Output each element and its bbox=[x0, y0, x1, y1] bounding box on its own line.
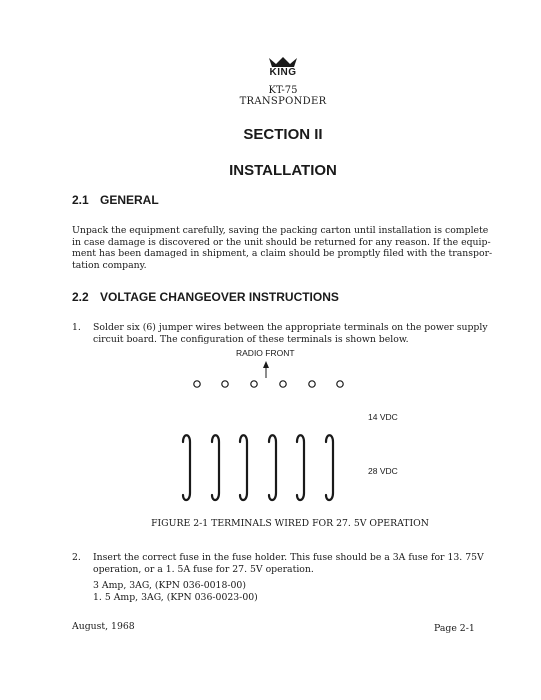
step-2-number: 2. bbox=[72, 552, 81, 563]
terminal-diagram-svg bbox=[150, 355, 400, 515]
text-line: Solder six (6) jumper wires between the appropriate terminals on the power supply bbox=[93, 322, 488, 333]
text-line: circuit board. The configuration of these terminals is shown below. bbox=[93, 333, 409, 345]
terminal-circle bbox=[222, 381, 228, 387]
page-number: Page 2-1 bbox=[434, 623, 475, 634]
text-line: operation, or a 1. 5A fuse for 27. 5V operation. bbox=[93, 563, 314, 575]
heading-number: 2.1 bbox=[72, 193, 89, 207]
jumper-wire bbox=[269, 435, 276, 500]
section-title: SECTION II bbox=[243, 126, 323, 143]
radio-front-label: RADIO FRONT bbox=[236, 348, 295, 358]
step-2-text bbox=[93, 552, 484, 575]
terminal-circle bbox=[251, 381, 257, 387]
jumper-wire bbox=[212, 435, 219, 500]
text-line: Unpack the equipment carefully, saving the packing carton until installation is complete bbox=[72, 225, 489, 236]
footer-date: August, 1968 bbox=[72, 621, 135, 632]
step-1-number: 1. bbox=[72, 322, 81, 333]
product-name: TRANSPONDER bbox=[239, 96, 327, 107]
fuse-parts-list bbox=[93, 580, 258, 603]
part-item: 1. 5 Amp, 3AG, (KPN 036-0023-00) bbox=[93, 591, 258, 603]
jumper-wire bbox=[297, 435, 304, 500]
terminal-circle bbox=[309, 381, 315, 387]
brand-name: KING bbox=[269, 67, 297, 78]
general-paragraph bbox=[72, 225, 492, 271]
text-line: tation company. bbox=[72, 259, 147, 271]
text-line: in case damage is discovered or the unit should be returned for any reason. If the equip- bbox=[72, 236, 491, 248]
label-14-vdc: 14 VDC bbox=[368, 412, 398, 422]
heading-text: VOLTAGE CHANGEOVER INSTRUCTIONS bbox=[100, 290, 339, 304]
heading-number: 2.2 bbox=[72, 290, 89, 304]
heading-text: GENERAL bbox=[100, 193, 159, 207]
text-line: ment has been damaged in shipment, a claim should be promptly filed with the transpor- bbox=[72, 248, 493, 259]
text-line: Insert the correct fuse in the fuse holder. This fuse should be a 3A fuse for 13. 75V bbox=[93, 552, 484, 563]
jumper-wire bbox=[240, 435, 247, 500]
heading-general bbox=[72, 193, 159, 207]
jumper-wire bbox=[183, 435, 190, 500]
part-item: 3 Amp, 3AG, (KPN 036-0018-00) bbox=[93, 580, 246, 591]
terminal-circle bbox=[194, 381, 200, 387]
heading-voltage-changeover bbox=[72, 290, 339, 304]
arrow-up-icon bbox=[263, 361, 269, 378]
figure-caption: FIGURE 2-1 TERMINALS WIRED FOR 27. 5V OPERATION bbox=[151, 518, 429, 529]
label-28-vdc: 28 VDC bbox=[368, 466, 398, 476]
terminal-circle bbox=[337, 381, 343, 387]
section-subtitle: INSTALLATION bbox=[229, 162, 337, 179]
jumper-wire bbox=[326, 435, 333, 500]
step-1-text bbox=[93, 322, 488, 345]
terminal-diagram bbox=[150, 355, 400, 515]
terminal-circle bbox=[280, 381, 286, 387]
model-number: KT-75 bbox=[268, 85, 298, 96]
